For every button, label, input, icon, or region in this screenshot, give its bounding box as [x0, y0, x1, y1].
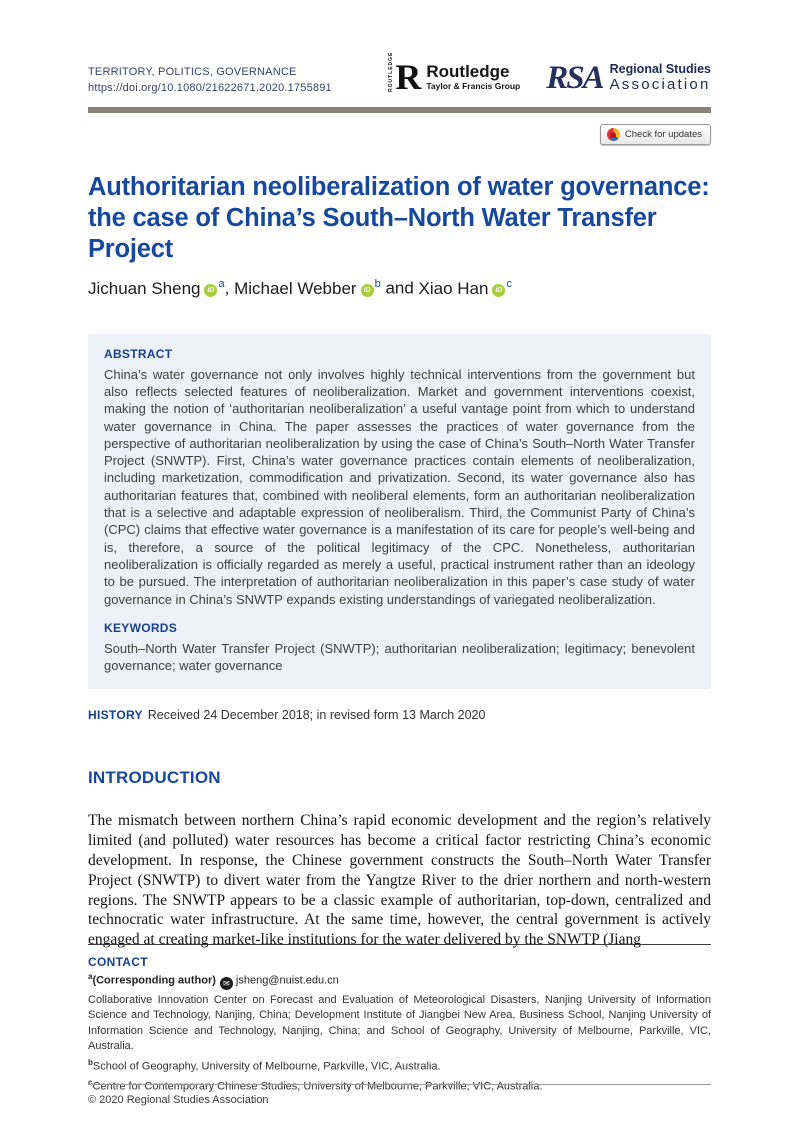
check-for-updates-label: Check for updates: [624, 129, 702, 140]
rsa-initials-icon: RSA: [546, 59, 603, 96]
affiliation-b-text: School of Geography, University of Melbourne, Parkville, VIC, Australia.: [92, 1060, 441, 1073]
author-name: Michael Webber: [234, 278, 357, 298]
rsa-name-line1: Regional Studies: [609, 62, 711, 76]
abstract-box: [88, 334, 711, 690]
history-line: [88, 708, 711, 722]
routledge-r-icon: R: [395, 57, 422, 97]
article-title: [88, 172, 711, 265]
doi-link[interactable]: https://doi.org/10.1080/21622671.2020.1755891: [88, 82, 332, 94]
routledge-name: Routledge: [426, 62, 510, 81]
routledge-logo: [388, 51, 521, 97]
author-list: [88, 278, 711, 299]
journal-info: [88, 64, 332, 96]
contact-sup-a: a: [88, 972, 93, 981]
corresponding-author-line: [88, 972, 711, 990]
routledge-tagline: Taylor & Francis Group: [426, 81, 521, 91]
affiliation-b: [88, 1055, 711, 1075]
orcid-icon[interactable]: iD: [492, 284, 505, 297]
crossmark-icon: [607, 128, 620, 141]
abstract-text: China’s water governance not only involves highly technical interventions from the government but also reflects selected features of neoliberalization. Market and government interventions coexist, making the notion of ‘authoritarian neoliberalization’ a useful vantage point from which to understand water governance in China. The paper assesses the practices of water governance from the perspective of authoritarian neoliberalization by using the case of China’s South–North Water Transfer Project (SNWTP). First, China’s water governance practices contain elements of neoliberalization, including marketization, commodification and privatization. Second, its water governance also has authoritarian features that, combined with neoliberal elements, form an authoritarian neoliberalization that is a selective and adaptable expression of neoliberalism. Third, the Communist Party of China’s (CPC) claims that effective water governance is a manifestation of its care for people’s well-being and is, therefore, a source of the political legitimacy of the CPC. Nonetheless, authoritarian neoliberalization is officially regarded as merely a useful, practical instrument rather than an ideology to be pursued. The interpretation of authoritarian neoliberalization in this paper’s case study of water governance in China’s SNWTP expands existing understandings of variegated neoliberalization.: [104, 366, 695, 607]
check-for-updates-button[interactable]: [600, 124, 711, 145]
introduction-heading: INTRODUCTION: [88, 768, 221, 788]
affiliation-a: Collaborative Innovation Center on Forecast and Evaluation of Meteorological Disasters, Nanjing University of Information Science and Technology, Nanjing, China; Development Institute of Jiangbei New Area, Business School, Nanjing University of Information Science and Technology, Nanjing, China; and School of Geography, University of Melbourne, Parkville, VIC, Australia.: [88, 993, 711, 1053]
corresponding-email[interactable]: jsheng@nuist.edu.cn: [235, 974, 339, 987]
rsa-wordmark: [610, 62, 711, 93]
routledge-wordmark: [426, 63, 520, 91]
contact-sup-c: c: [88, 1077, 93, 1087]
author: [234, 279, 381, 298]
routledge-vertical-text: ROUTLEDGE: [388, 51, 395, 92]
rsa-logo: [546, 59, 711, 96]
contact-footnotes: [88, 944, 711, 1095]
author-affiliation-sup: a: [218, 278, 225, 290]
author: [419, 279, 512, 298]
orcid-icon[interactable]: iD: [361, 284, 374, 297]
copyright-text: © 2020 Regional Studies Association: [88, 1094, 269, 1106]
page-header: [88, 0, 711, 96]
author: [88, 279, 225, 298]
email-icon[interactable]: ✉: [220, 977, 233, 990]
author-affiliation-sup: b: [374, 278, 381, 290]
orcid-icon[interactable]: iD: [204, 284, 217, 297]
keywords-heading: KEYWORDS: [104, 620, 178, 635]
header-divider-bar: [88, 107, 711, 113]
rsa-name-line2: Association: [609, 76, 711, 93]
journal-name: TERRITORY, POLITICS, GOVERNANCE: [88, 66, 297, 78]
publisher-logos: [388, 51, 711, 97]
author-separator-last: and: [380, 278, 419, 298]
author-name: Jichuan Sheng: [88, 278, 201, 298]
author-separator: ,: [224, 278, 235, 298]
title-line-1: Authoritarian neoliberalization of water governance:: [88, 173, 710, 201]
contact-heading: CONTACT: [88, 955, 148, 969]
affiliation-c-text: Centre for Contemporary Chinese Studies, University of Melbourne, Parkville, VIC, Australia.: [92, 1080, 543, 1093]
badge-row: [88, 124, 711, 145]
corresponding-author-label: (Corresponding author): [92, 974, 216, 987]
history-label: HISTORY: [88, 708, 143, 723]
introduction-paragraph: The mismatch between northern China’s rapid economic development and the region’s relatively limited (and polluted) water resources has become a critical factor restricting China’s economic development. In response, the Chinese government constructs the South–North Water Transfer Project (SNWTP) to divert water from the Yangtze River to the drier northern and north-western regions. The SNWTP appears to be a classic example of authoritarian, top-down, centralized and technocratic water infrastructure. At the same time, however, the central government is actively engaged at creating market-like institutions for the water delivered by the SNWTP (Jiang: [88, 812, 711, 949]
keywords-text: South–North Water Transfer Project (SNWTP); authoritarian neoliberalization; legitimacy; benevolent governance; water governance: [104, 640, 695, 674]
history-text: Received 24 December 2018; in revised form 13 March 2020: [147, 708, 486, 723]
abstract-heading: ABSTRACT: [104, 346, 173, 361]
contact-sup-b: b: [88, 1057, 93, 1067]
author-name: Xiao Han: [418, 278, 489, 298]
title-line-2: the case of China’s South–North Water Transfer Project: [88, 204, 657, 263]
author-affiliation-sup: c: [506, 278, 512, 290]
copyright-block: [88, 1084, 711, 1106]
